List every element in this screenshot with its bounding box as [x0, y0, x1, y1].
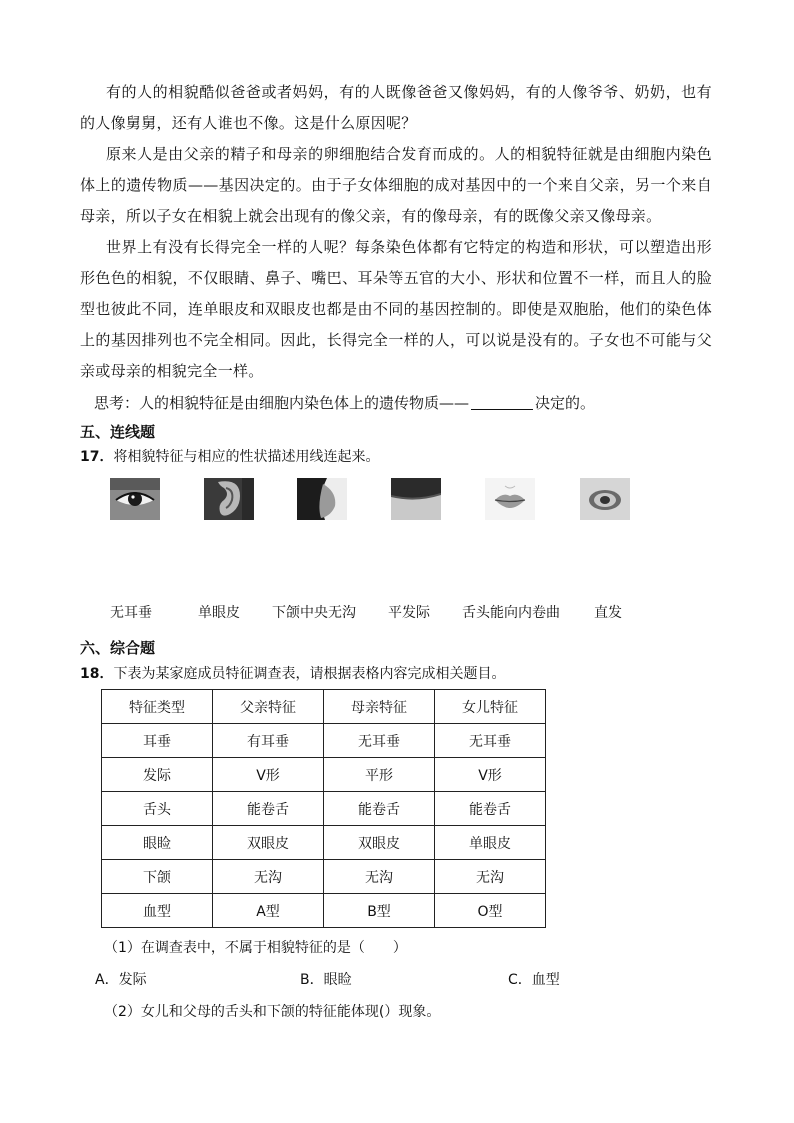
- table-header: 特征类型: [102, 690, 213, 724]
- section-5-title: 五、连线题: [80, 423, 156, 441]
- match-label-straight-hair: 直发: [594, 605, 622, 621]
- answer-blank[interactable]: [471, 393, 533, 410]
- table-cell: 眼睑: [102, 826, 213, 860]
- table-cell: B型: [324, 894, 435, 928]
- table-row: [102, 826, 546, 860]
- sub-question-1: （1）在调查表中，不属于相貌特征的是（ ）: [104, 940, 407, 956]
- table-header: 女儿特征: [435, 690, 546, 724]
- match-label-flat-hairline: 平发际: [388, 605, 430, 621]
- option-b[interactable]: B．眼睑: [300, 972, 352, 988]
- option-c[interactable]: C．血型: [508, 972, 560, 988]
- table-cell: 无沟: [324, 860, 435, 894]
- question-18: [80, 663, 505, 683]
- thinking-question-end: 决定的。: [535, 394, 596, 412]
- table-cell: 无耳垂: [324, 724, 435, 758]
- section-6-title: 六、综合题: [80, 639, 156, 657]
- table-row: [102, 894, 546, 928]
- table-cell: V形: [213, 758, 324, 792]
- table-cell: 能卷舌: [213, 792, 324, 826]
- thinking-question: [94, 388, 595, 419]
- passage-paragraph-2: 原来人是由父亲的精子和母亲的卵细胞结合发育而成的。人的相貌特征就是由细胞内染色体上的遗传物质——基因决定的。由于子女体细胞的成对基因中的一个来自父亲，另一个来自母亲，所以子女在相貌上就会出现有的像父亲，有的像母亲，有的既像父亲又像母亲。: [80, 145, 712, 225]
- family-trait-table: [101, 689, 546, 928]
- table-cell: 有耳垂: [213, 724, 324, 758]
- ear-photo: [204, 478, 254, 520]
- table-cell: 舌头: [102, 792, 213, 826]
- table-cell: 血型: [102, 894, 213, 928]
- hairline-photo: [391, 478, 441, 520]
- passage-paragraph-1: 有的人的相貌酷似爸爸或者妈妈，有的人既像爸爸又像妈妈，有的人像爷爷、奶奶，也有的人像舅舅，还有人谁也不像。这是什么原因呢？: [80, 83, 712, 132]
- table-cell: 双眼皮: [324, 826, 435, 860]
- tongue-photo: [580, 478, 630, 520]
- table-cell: 下颌: [102, 860, 213, 894]
- table-cell: 平形: [324, 758, 435, 792]
- match-label-no-chin-groove: 下颌中央无沟: [272, 605, 356, 621]
- table-cell: 无沟: [435, 860, 546, 894]
- table-row: [102, 792, 546, 826]
- chin-photo: [297, 478, 347, 520]
- table-cell: O型: [435, 894, 546, 928]
- table-header: 父亲特征: [213, 690, 324, 724]
- table-row: [102, 724, 546, 758]
- match-label-tongue-roll: 舌头能向内卷曲: [462, 605, 560, 621]
- sub-question-2: （2）女儿和父母的舌头和下颌的特征能体现(）现象。: [104, 1004, 441, 1020]
- table-cell: 单眼皮: [435, 826, 546, 860]
- match-label-no-earlobe: 无耳垂: [110, 605, 152, 621]
- question-17: [80, 446, 379, 466]
- table-row: [102, 758, 546, 792]
- table-header: 母亲特征: [324, 690, 435, 724]
- question-17-number: 17．: [80, 449, 114, 465]
- question-18-number: 18．: [80, 666, 114, 682]
- table-cell: 能卷舌: [435, 792, 546, 826]
- eye-photo: [110, 478, 160, 520]
- table-cell: 耳垂: [102, 724, 213, 758]
- passage-paragraph-3: 世界上有没有长得完全一样的人呢？每条染色体都有它特定的构造和形状，可以塑造出形形色色的相貌，不仅眼睛、鼻子、嘴巴、耳朵等五官的大小、形状和位置不一样，而且人的脸型也彼此不同，连单眼皮和双眼皮也都是由不同的基因控制的。即使是双胞胎，他们的染色体上的基因排列也不完全相同。因此，长得完全一样的人，可以说是没有的。子女也不可能与父亲或母亲的相貌完全一样。: [80, 238, 712, 380]
- table-cell: 发际: [102, 758, 213, 792]
- table-row: [102, 860, 546, 894]
- table-cell: 能卷舌: [324, 792, 435, 826]
- table-cell: V形: [435, 758, 546, 792]
- question-17-text: 将相貌特征与相应的性状描述用线连起来。: [113, 449, 380, 465]
- match-label-single-eyelid: 单眼皮: [198, 605, 240, 621]
- table-header-row: [102, 690, 546, 724]
- thinking-question-text: 思考：人的相貌特征是由细胞内染色体上的遗传物质——: [94, 394, 470, 412]
- option-a[interactable]: A．发际: [95, 972, 147, 988]
- lips-photo: [485, 478, 535, 520]
- table-cell: 无沟: [213, 860, 324, 894]
- table-cell: 双眼皮: [213, 826, 324, 860]
- question-18-text: 下表为某家庭成员特征调查表，请根据表格内容完成相关题目。: [113, 666, 506, 682]
- table-cell: 无耳垂: [435, 724, 546, 758]
- table-cell: A型: [213, 894, 324, 928]
